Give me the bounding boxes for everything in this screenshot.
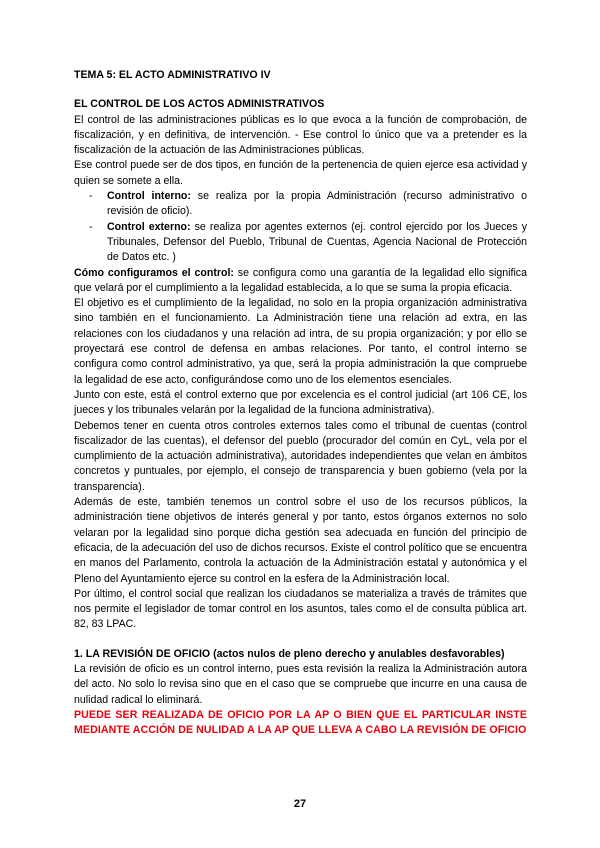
document-body <box>74 68 527 738</box>
list-item-text: se realiza por agentes externos (ej. control ejercido por los Jueces y Tribunales, Defensor del Pueblo, Tribunal de Cuentas, Agencia Nacional de Protección de Datos etc. ) <box>107 220 527 264</box>
paragraph <box>74 266 527 297</box>
list-item <box>74 220 527 266</box>
paragraph: El control de las administraciones públicas es lo que evoca a la función de comprobación, de fiscalización, y en definitiva, de intervención. - Ese control lo único que va a pretender es la fiscalización de la actuación de las Administraciones públicas. <box>74 113 527 157</box>
paragraph-term: Cómo configuramos el control: <box>74 266 234 279</box>
section-title-control: EL CONTROL DE LOS ACTOS ADMINISTRATIVOS <box>74 98 325 111</box>
paragraph: El objetivo es el cumplimiento de la legalidad, no solo en la propia organización administrativa sino también en el funcionamiento. La Administración tiene una relación ad extra, en las relaciones con los ciudadanos y una relación ad intra, de su propia organización; y por ello se proyectará ese control de defensa en ambas relaciones. Por tanto, el control interno se configura como control administrativo, ya que, será la propia administración la que compruebe la legalidad de ese acto, configurándose como uno de los elementos esenciales. <box>74 297 527 386</box>
paragraph: Debemos tener en cuenta otros controles externos tales como el tribunal de cuentas (control fiscalizador de las cuentas), el defensor del pueblo (procurador del común en CyL, vela por el cumplimiento de la actuación administrativa), autoridades independientes que velan en ámbitos concretos y puntuales, por ejemplo, el consejo de transparencia y buen gobierno (vela por la transparencia). <box>74 419 527 493</box>
paragraph: Por último, el control social que realizan los ciudadanos se materializa a través de trámites que nos permite el legislador de tomar control en los asuntos, tales como el de consulta pública art. 82, 83 LPAC. <box>74 587 527 631</box>
paragraph: Ese control puede ser de dos tipos, en función de la pertenencia de quien ejerce esa actividad y quien se somete a ella. <box>74 159 527 187</box>
paragraph-text: se configura como una garantía de la legalidad ello significa que velará por el cumplimiento a la legalidad establecida, a lo que se suma la propia eficacia. <box>74 266 527 294</box>
page-number: 27 <box>293 798 307 810</box>
paragraph: Junto con este, está el control externo que por excelencia es el control judicial (art 106 CE, los jueces y los tribunales velarán por la legalidad de la funciona administrativa). <box>74 388 527 417</box>
list-item <box>74 189 527 220</box>
tema-title: TEMA 5: EL ACTO ADMINISTRATIVO IV <box>74 69 271 81</box>
highlighted-note: PUEDE SER REALIZADA DE OFICIO POR LA AP O BIEN QUE EL PARTICULAR INSTE MEDIANTE ACCIÓN DE NULIDAD A LA AP QUE LLEVA A CABO LA REVISIÓN DE OFICIO <box>74 708 527 737</box>
list-item-text: se realiza por la propia Administración (recurso administrativo o revisión de oficio). <box>107 190 527 218</box>
paragraph: Además de este, también tenemos un control sobre el uso de los recursos públicos, la administración tiene objetivos de interés general y por tanto, estos órganos externos no solo velaran por la legalidad sino porque dicha gestión sea adecuada en función del principio de eficacia, de la adecuación del uso de dichos recursos. Existe el control político que se encuentra en manos del Parlamento, controla la actuación de la Administración estatal y autonómica y el Pleno del Ayuntamiento ejerce su control en la esfera de la Administración local. <box>74 496 527 585</box>
list-item-term: Control externo: <box>107 220 191 233</box>
list-item-term: Control interno: <box>107 190 191 203</box>
section-title-revision: 1. LA REVISIÓN DE OFICIO (actos nulos de pleno derecho y anulables desfavorables) <box>74 647 505 660</box>
dash-marker: - <box>89 220 93 233</box>
control-types-list <box>74 189 527 265</box>
paragraph: La revisión de oficio es un control interno, pues esta revisión la realiza la Administración autora del acto. No solo lo revisa sino que en el caso que se compruebe que incurre en una causa de nulidad radical lo eliminará. <box>74 662 527 706</box>
dash-marker: - <box>89 190 93 203</box>
